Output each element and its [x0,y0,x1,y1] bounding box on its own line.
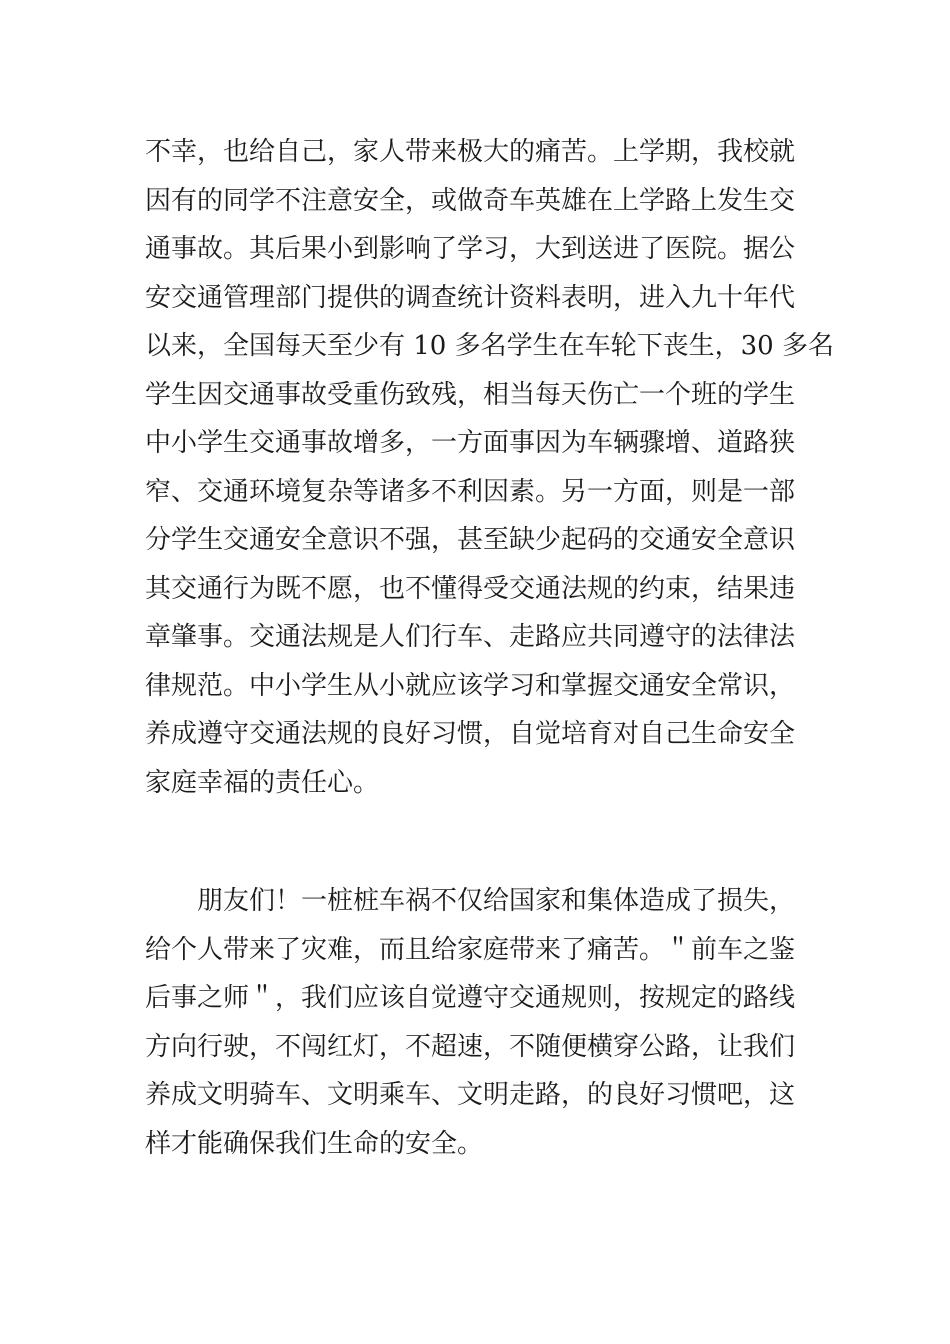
text-line: 因有的同学不注意安全，或做奇车英雄在上学路上发生交 [145,185,796,216]
text-line: 给个人带来了灾难，而且给家庭带来了痛苦。＂前车之鉴 [145,934,796,965]
text-line: 养成遵守交通法规的良好习惯，自觉培育对自己生命安全 [145,719,796,749]
text-line: 律规范。中小学生从小就应该学习和掌握交通安全常识， [145,670,796,701]
text-line: 样才能确保我们生命的安全。 [145,1128,484,1159]
text-line: 养成文明骑车、文明乘车、文明走路，的良好习惯吧，这 [145,1080,796,1110]
text-line: 家庭幸福的责任心。 [145,767,380,798]
text-line: 中小学生交通事故增多，一方面事因为车辆骤增、道路狭 [145,428,796,458]
text-line: 学生因交通事故受重伤致残，相当每天伤亡一个班的学生 [145,379,796,410]
body-paragraph-1 [145,128,834,807]
text-line: 其交通行为既不愿，也不懂得受交通法规的约束，结果违 [145,573,796,604]
text-line: 通事故。其后果小到影响了学习，大到送进了医院。据公 [145,234,796,264]
text-line: 安交通管理部门提供的调查统计资料表明，进入九十年代 [145,282,796,313]
text-line: 分学生交通安全意识不强，甚至缺少起码的交通安全意识 [145,525,796,555]
text-line-indented: 朋友们！一桩桩车祸不仅给国家和集体造成了损失， [197,886,796,916]
text-line: 不幸，也给自己，家人带来极大的痛苦。上学期，我校就 [145,137,796,167]
body-paragraph-2 [145,877,810,1168]
text-line: 方向行驶，不闯红灯，不超速，不随便横穿公路，让我们 [145,1031,796,1062]
text-line: 窄、交通环境复杂等诸多不利因素。另一方面，则是一部 [145,476,796,507]
text-line: 后事之师＂，我们应该自觉遵守交通规则，按规定的路线 [145,983,796,1013]
text-line: 以来，全国每天至少有 10 多名学生在车轮下丧生，30 多名 [145,331,834,361]
text-line: 章肇事。交通法规是人们行车、走路应共同遵守的法律法 [145,622,796,652]
